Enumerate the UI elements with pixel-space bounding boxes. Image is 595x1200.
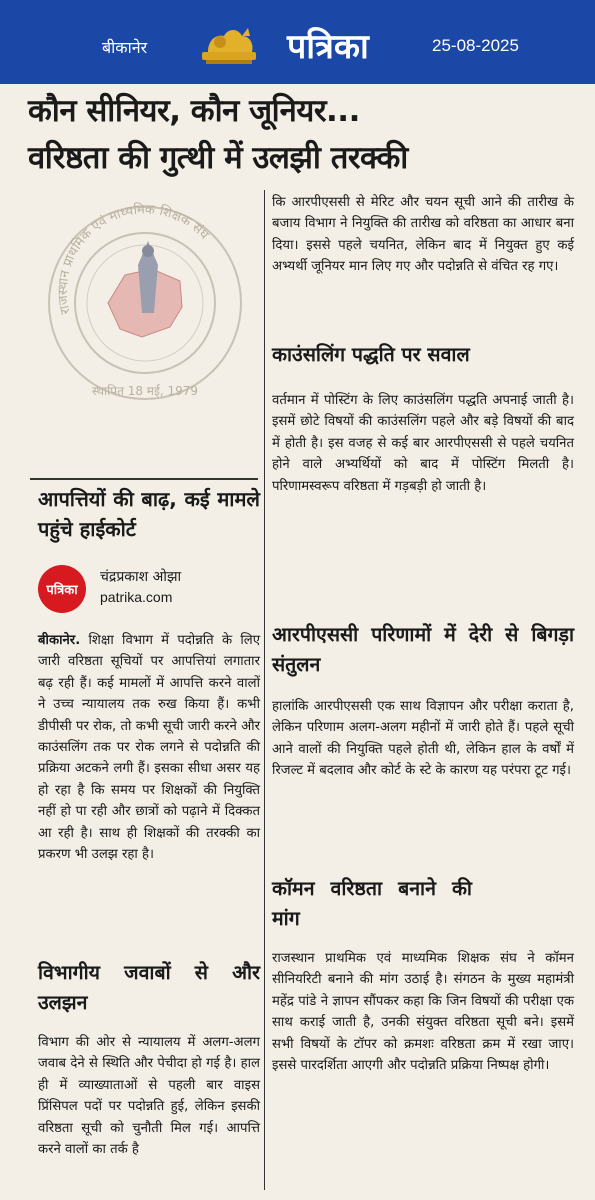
author-name: चंद्रप्रकाश ओझा (100, 569, 182, 585)
masthead-date: 25-08-2025 (432, 36, 519, 55)
departmental-body: विभाग की ओर से न्यायालय में अलग-अलग जवाब देने से स्थिति और पेचीदा हो गई है। हाल ही में व्याख्याताओं से पहली बार वाइस प्रिंसिपल पदों पर पदोन्नति हुई, लेकिन इसकी वरिष्ठता सूची को चुनौती मिल गई। आपत्ति करने वालों का तर्क है (38, 1035, 260, 1158)
union-seal-logo (30, 195, 260, 410)
left-column (38, 484, 260, 544)
right-section-common (272, 874, 574, 1076)
right-continuation (272, 192, 574, 278)
dateline: बीकानेर. (38, 633, 81, 648)
section-title-rpsc: आरपीएससी परिणामों में देरी से बिगड़ा संतुलन (272, 623, 574, 676)
counselling-body: वर्तमान में पोस्टिंग के लिए काउंसलिंग पद्धति अपनाई जाती है। इसमें छोटे विषयों की काउंसलिंग पहले और बड़े विषयों की बाद में होती है। इस वजह से कई बार आरपीएससी से पहले चयनित होने वाले अभ्यर्थियों को बाद में पोस्टिंग मिलती है। परिणामस्वरूप वरिष्ठता में गड़बड़ी हो जाती है। (272, 393, 574, 494)
main-headline (28, 88, 588, 182)
masthead-city: बीकानेर (102, 38, 148, 57)
patrika-badge-logo: पत्रिका (38, 565, 86, 613)
objections-paragraph (38, 630, 260, 865)
right-section-counselling (272, 340, 574, 497)
continuation-body: कि आरपीएससी से मेरिट और चयन सूची आने की तारीख के बजाय विभाग ने नियुक्ति की तारीख को वरिष्ठता का आधार बना दिया। इससे पहले चयनित, लेकिन बाद में नियुक्त हुए कई अभ्यर्थी जूनियर मान लिए गए और पदोन्नति से वंचित रह गए। (272, 195, 574, 275)
masthead-brand: पत्रिका (287, 27, 369, 67)
left-section-departmental (38, 958, 260, 1160)
author-website: patrika.com (100, 589, 173, 605)
svg-text:राजस्थान प्राथमिक एवं माध्यमिक: राजस्थान प्राथमिक एवं माध्यमिक शिक्षक संघ (55, 202, 212, 316)
headline-line-2: वरिष्ठता की गुत्थी में उलझी तरक्की (28, 140, 408, 176)
section-title-common: कॉमन वरिष्ठता बनाने की मांग (272, 877, 472, 930)
section-title-departmental: विभागीय जवाबों से और उलझन (38, 961, 260, 1014)
masthead (0, 0, 595, 84)
column-divider (264, 190, 265, 1190)
headline-line-1: कौन सीनियर, कौन जूनियर... (28, 93, 360, 129)
left-rule-top (30, 478, 258, 480)
common-body: राजस्थान प्राथमिक एवं माध्यमिक शिक्षक संघ ने कॉमन सीनियरिटी बनाने की मांग उठाई है। संगठन के मुख्य महामंत्री महेंद्र पांडे ने ज्ञापन सौंपकर कहा कि जिन विषयों की परीक्षा एक साथ कराई जाती है, उनकी संयुक्त वरिष्ठता सूची बने। इसमें सभी विषयों के टॉपर को क्रमशः वरिष्ठता क्रम में रखा जाए। इससे पारदर्शिता आएगी और पदोन्नति प्रक्रिया निष्पक्ष होगी। (272, 951, 574, 1074)
section-title-objections: आपत्तियों की बाढ़, कई मामले पहुंचे हाईकोर्ट (38, 487, 260, 541)
svg-text:स्थापित 18 मई, 1979: स्थापित 18 मई, 1979 (91, 384, 199, 398)
left-body (38, 630, 260, 865)
right-section-rpsc (272, 620, 574, 782)
section-title-counselling: काउंसलिंग पद्धति पर सवाल (272, 343, 470, 366)
rpsc-body: हालांकि आरपीएससी एक साथ विज्ञापन और परीक्षा कराता है, लेकिन परिणाम अलग-अलग महीनों में जारी होते हैं। पहले सूची आने वालों की नियुक्ति पहले होती थी, लेकिन हाल के वर्षों में रिजल्ट में बदलाव और कोर्ट के स्टे के कारण यह परंपरा टूट गई। (272, 699, 574, 779)
objections-body: शिक्षा विभाग में पदोन्नति के लिए जारी वरिष्ठता सूचियों पर आपत्तियां लगातार बढ़ रही हैं। कई मामलों में आपत्ति करने वालों ने उच्च न्यायालय तक रुख किया हैं। कभी डीपीसी पर रोक, तो कभी सूची जारी करने और काउंसलिंग तक पर रोक लगने से पदोन्नति की प्रक्रिया अटकने लगी हैं। इसका सीधा असर यह हो रहा है कि समय पर शिक्षकों की नियुक्ति नहीं हो पा रही और छात्रों को पढ़ाने में दिक्कत आ रही है। साथ ही शिक्षकों की तरक्की का प्रकरण भी उलझ रहा है। (38, 633, 260, 863)
lion-emblem-icon (198, 22, 260, 66)
